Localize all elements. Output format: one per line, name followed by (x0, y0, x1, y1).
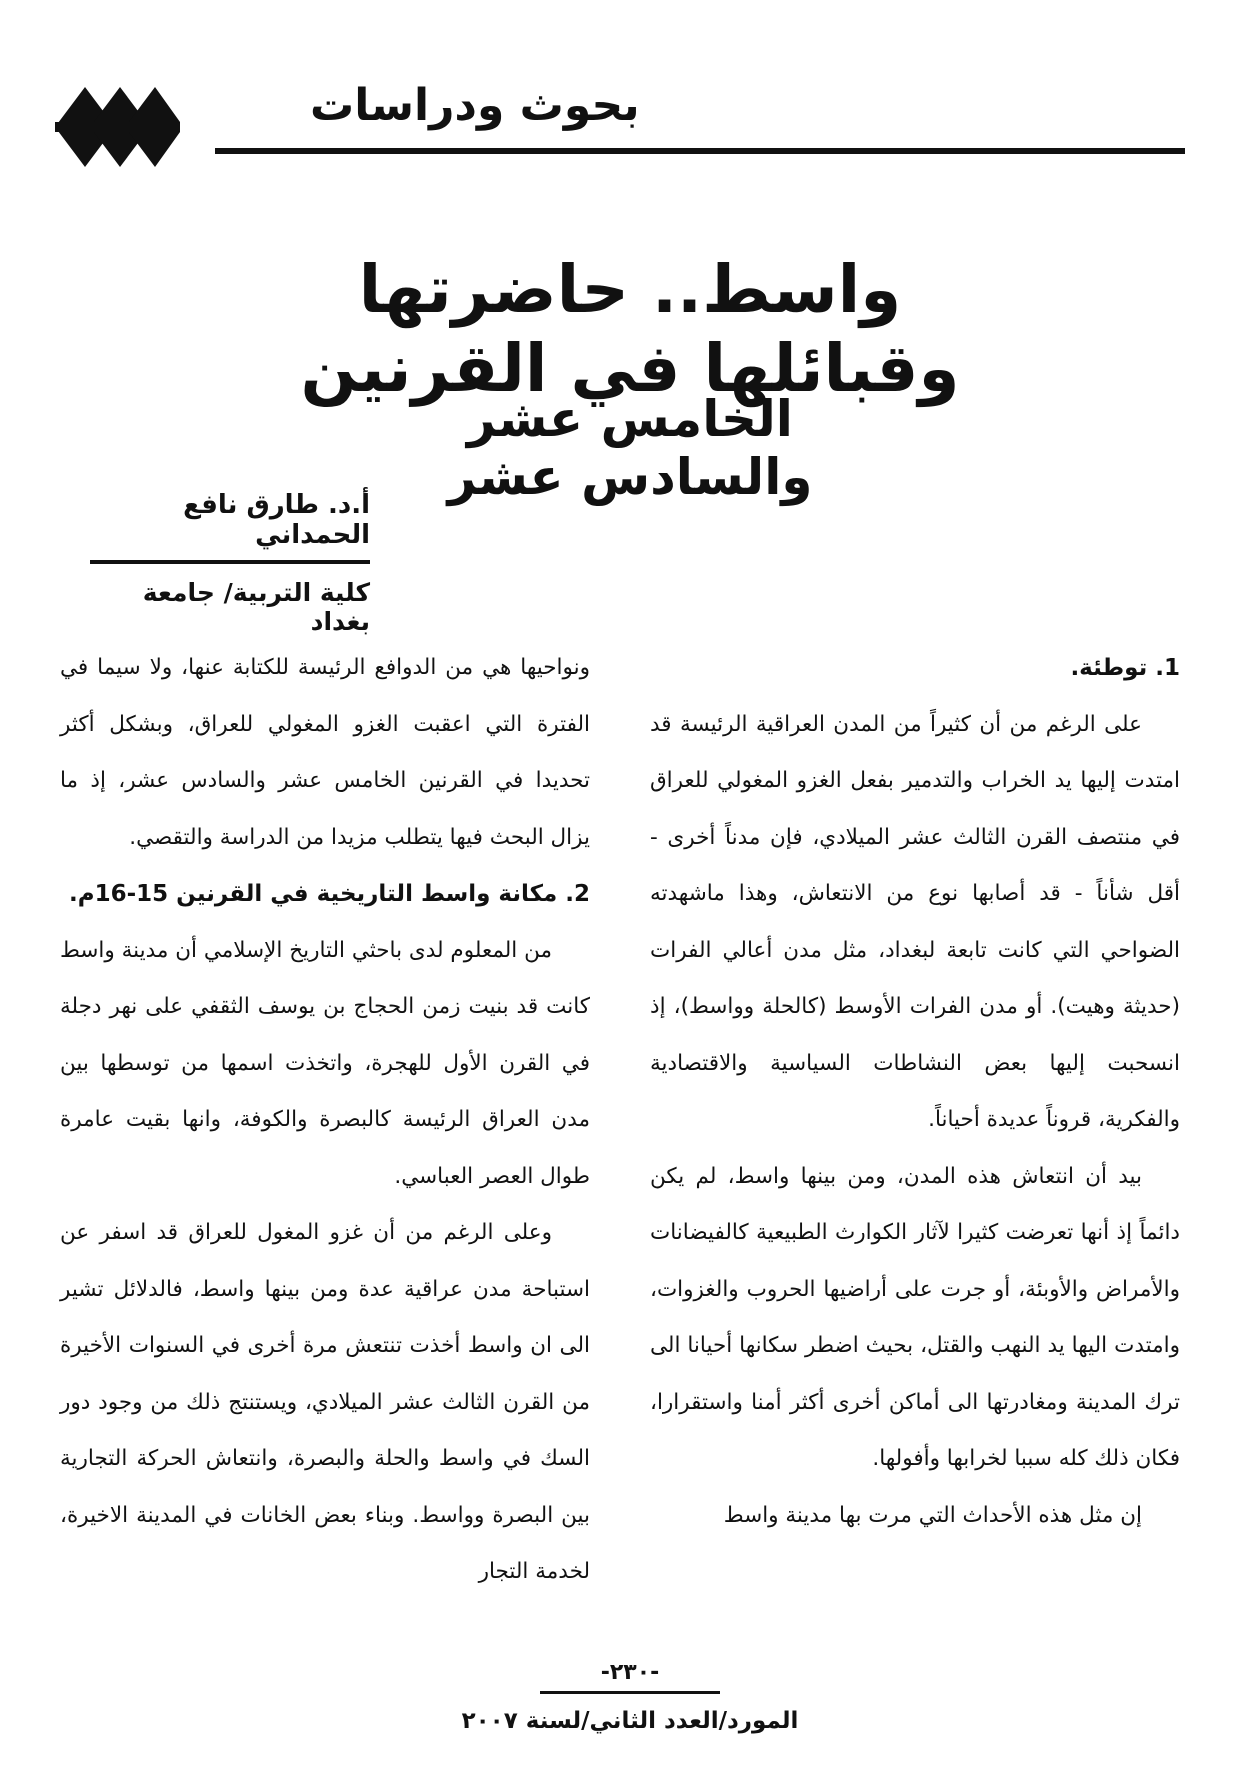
body-paragraph: ونواحيها هي من الدوافع الرئيسة للكتابة عنها، ولا سيما في الفترة التي اعقبت الغزو المغولي للعراق، وبشكل أكثر تحديدا في القرنين الخامس عشر والسادس عشر، إذ ما يزال البحث فيها يتطلب مزيدا من الدراسة والتقصي. (60, 655, 590, 850)
right-column (650, 640, 1180, 1544)
body-paragraph: بيد أن انتعاش هذه المدن، ومن بينها واسط، لم يكن دائماً إذ أنها تعرضت كثيرا لآثار الكوارث الطبيعية كالفيضانات والأمراض والأوبئة، أو جرت على أراضيها الحروب والغزوات، وامتدت اليها يد النهب والقتل، بحيث اضطر سكانها أحيانا الى ترك المدينة ومغادرتها الى أماكن أخرى أكثر أمنا واستقرارا، فكان ذلك كله سببا لخرابها وأفولها. (650, 1163, 1180, 1471)
body-paragraph: من المعلوم لدى باحثي التاريخ الإسلامي أن مدينة واسط كانت قد بنيت زمن الحجاج بن يوسف الثقفي على نهر دجلة في القرن الأول للهجرة، واتخذت اسمها من توسطها بين مدن العراق الرئيسة كالبصرة والكوفة، وانها بقيت عامرة طوال العصر العباسي. (60, 937, 590, 1189)
journal-info: المورد/العدد الثاني/لسنة ٢٠٠٧ (461, 1708, 799, 1734)
article-title: واسط.. حاضرتها وقبائلها في القرنين (300, 251, 960, 408)
author-affiliation: كلية التربية/ جامعة بغداد (142, 578, 370, 636)
article-subtitle: الخامس عشر والسادس عشر (447, 390, 813, 506)
page-number: -٢٣٠- (540, 1660, 720, 1694)
left-column (60, 640, 590, 1601)
body-paragraph: على الرغم من أن كثيراً من المدن العراقية الرئيسة قد امتدت إليها يد الخراب والتدمير بفعل الغزو المغولي للعراق في منتصف القرن الثالث عشر الميلادي، فإن مدناً أخرى - أقل شأناً - قد أصابها نوع من الانتعاش، وهذا ماشهدته الضواحي التي كانت تابعة لبغداد، مثل مدن أعالي الفرات (حديثة وهيت). أو مدن الفرات الأوسط (كالحلة وواسط)، إذ انسحبت إليها بعض النشاطات السياسية والاقتصادية والفكرية، قروناً عديدة أحياناً. (650, 711, 1180, 1132)
section-title: بحوث ودراسات (310, 80, 640, 131)
body-paragraph: إن مثل هذه الأحداث التي مرت بها مدينة واسط (723, 1502, 1142, 1528)
crossed-bars-icon (55, 82, 180, 172)
header-rule (215, 148, 1185, 154)
section-heading-intro: 1. توطئة. (1070, 655, 1180, 681)
author-block (90, 490, 370, 636)
body-paragraph: وعلى الرغم من أن غزو المغول للعراق قد اسفر عن استباحة مدن عراقية عدة ومن بينها واسط، فالدلائل تشير الى ان واسط أخذت تنتعش مرة أخرى في السنوات الأخيرة من القرن الثالث عشر الميلادي، ويستنتج ذلك من وجود دور السك في واسط والحلة والبصرة، وانتعاش الحركة التجارية بين البصرة وواسط. وبناء بعض الخانات في المدينة الاخيرة، لخدمة التجار (60, 1220, 590, 1584)
author-name: أ.د. طارق نافع الحمداني (90, 490, 370, 564)
section-header (55, 70, 1185, 180)
section-heading-status: 2. مكانة واسط التاريخية في القرنين 15-16م. (68, 881, 590, 907)
